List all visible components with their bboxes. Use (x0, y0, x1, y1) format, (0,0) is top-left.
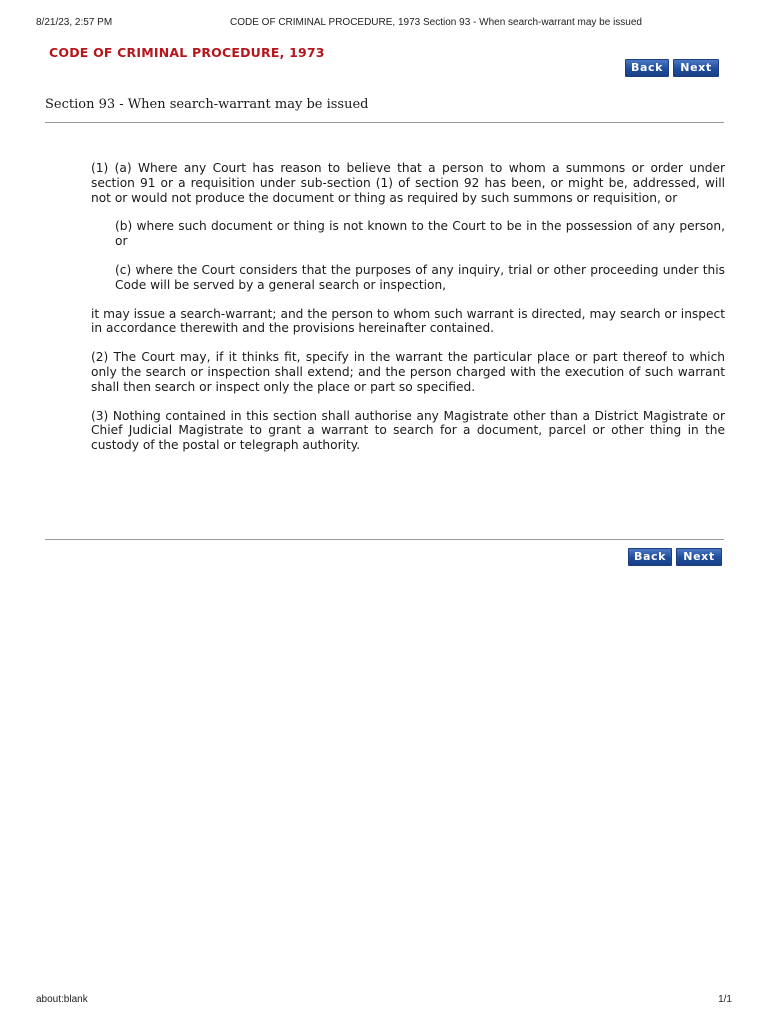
bottom-divider (45, 539, 724, 540)
print-url: about:blank (36, 994, 88, 1005)
print-date: 8/21/23, 2:57 PM (36, 17, 113, 28)
back-button-bottom[interactable]: Back (628, 548, 672, 566)
top-navigation (625, 59, 719, 77)
section-heading: Section 93 - When search-warrant may be issued (45, 97, 369, 112)
paragraph-1-conclusion: it may issue a search-warrant; and the person to whom such warrant is directed, may search or inspect in accordance therewith and the provisions hereinafter contained. (91, 306, 725, 336)
section-body (91, 161, 725, 467)
back-button[interactable]: Back (625, 59, 669, 77)
paragraph-3: (3) Nothing contained in this section shall authorise any Magistrate other than a District Magistrate or Chief Judicial Magistrate to grant a warrant to search for a document, parcel or other thing in the custody of the postal or telegraph authority. (91, 408, 725, 453)
document-title: CODE OF CRIMINAL PROCEDURE, 1973 (49, 45, 325, 60)
next-button-bottom[interactable]: Next (676, 548, 722, 566)
top-divider (45, 122, 724, 123)
paragraph-2: (2) The Court may, if it thinks fit, specify in the warrant the particular place or part thereof to which only the search or inspection shall extend; and the person charged with the execution of such warrant shall then search or inspect only the place or part so specified. (91, 350, 725, 394)
bottom-navigation (628, 548, 722, 566)
paragraph-1b: (b) where such document or thing is not known to the Court to be in the possession of any person, or (115, 219, 725, 249)
print-page-title: CODE OF CRIMINAL PROCEDURE, 1973 Section 93 - When search-warrant may be issued (230, 17, 642, 28)
next-button[interactable]: Next (673, 59, 719, 77)
print-page-number: 1/1 (718, 994, 732, 1005)
paragraph-1a: (1) (a) Where any Court has reason to believe that a person to whom a summons or order under section 91 or a requisition under sub-section (1) of section 92 has been, or might be, addressed, will not or would not produce the document or thing as required by such summons or requisition, or (91, 161, 725, 205)
paragraph-1c: (c) where the Court considers that the purposes of any inquiry, trial or other proceeding under this Code will be served by a general search or inspection, (115, 262, 725, 292)
